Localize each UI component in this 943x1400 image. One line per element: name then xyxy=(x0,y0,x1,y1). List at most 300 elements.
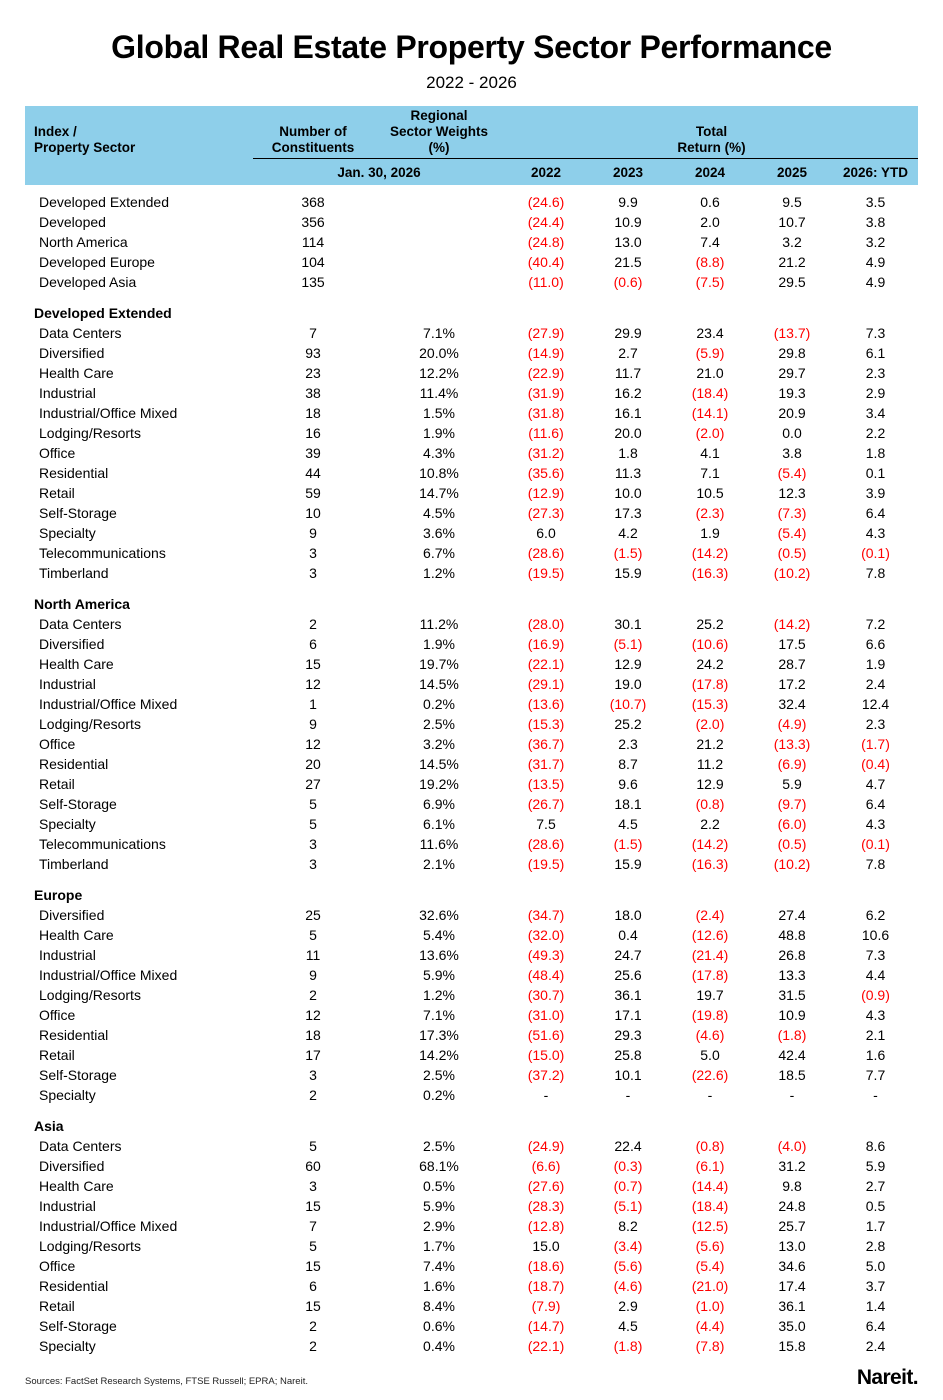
section-heading-row xyxy=(25,885,918,905)
table-row xyxy=(25,1005,918,1025)
spacer-cell xyxy=(25,185,918,192)
table-row xyxy=(25,1216,918,1236)
cell-return-2025: 0.0 xyxy=(782,425,802,441)
cell-return-2026-ytd: 7.2 xyxy=(865,616,886,632)
cell-constituents: 9 xyxy=(309,525,317,541)
cell-sector-weight: 20.0% xyxy=(419,345,459,361)
table-row xyxy=(25,252,918,272)
cell-return-2025: 9.5 xyxy=(782,194,802,210)
cell-return-2023: (3.4) xyxy=(613,1238,643,1254)
section-heading-blank xyxy=(587,885,669,905)
cell-return-2026-ytd: 5.0 xyxy=(865,1258,886,1274)
cell-sector-weight: 0.6% xyxy=(423,1318,455,1334)
cell-sector-weight xyxy=(373,272,505,292)
table-row xyxy=(25,483,918,503)
table-row xyxy=(25,543,918,563)
cell-return-2026-ytd: 2.8 xyxy=(865,1238,886,1254)
cell-return-2022: (28.6) xyxy=(527,545,565,561)
cell-return-2026-ytd: 5.9 xyxy=(865,1158,886,1174)
cell-return-2025: (4.9) xyxy=(777,716,807,732)
cell-constituents: 7 xyxy=(309,1218,317,1234)
header-spacer-y3 xyxy=(669,106,751,124)
row-label: Timberland xyxy=(39,565,109,581)
cell-return-2025: (6.0) xyxy=(777,816,807,832)
cell-return-2026-ytd: 7.3 xyxy=(865,947,886,963)
cell-return-2023: 21.5 xyxy=(614,254,642,270)
cell-return-2025: - xyxy=(789,1087,795,1103)
cell-return-2024: 23.4 xyxy=(696,325,724,341)
section-heading-row xyxy=(25,1116,918,1136)
row-label: Self-Storage xyxy=(39,1067,117,1083)
cell-return-2023: 9.6 xyxy=(618,776,638,792)
cell-sector-weight xyxy=(373,232,505,252)
cell-return-2022: (14.7) xyxy=(527,1318,565,1334)
header-row-top xyxy=(25,106,918,124)
cell-return-2024: (14.2) xyxy=(691,836,729,852)
section-heading-blank xyxy=(587,594,669,614)
section-heading-blank xyxy=(505,1116,587,1136)
cell-return-2024: (14.2) xyxy=(691,545,729,561)
table-row xyxy=(25,734,918,754)
section-heading-row xyxy=(25,594,918,614)
row-label: Developed Extended xyxy=(39,194,169,210)
cell-return-2023: 10.0 xyxy=(614,485,642,501)
header-spacer-y1 xyxy=(505,106,587,124)
cell-return-2024: (0.8) xyxy=(695,796,725,812)
cell-return-2023: 11.3 xyxy=(614,465,642,481)
cell-return-2022: (30.7) xyxy=(527,987,565,1003)
table-row xyxy=(25,674,918,694)
cell-sector-weight: 11.6% xyxy=(419,836,459,852)
cell-return-2024: (0.8) xyxy=(695,1138,725,1154)
cell-return-2025: 27.4 xyxy=(778,907,806,923)
cell-return-2026-ytd: 2.4 xyxy=(865,1338,886,1354)
cell-return-2023: 18.0 xyxy=(614,907,642,923)
cell-return-2024: (4.4) xyxy=(695,1318,725,1334)
cell-return-2024: (5.9) xyxy=(695,345,725,361)
cell-return-2026-ytd: (1.7) xyxy=(861,736,890,752)
cell-sector-weight: 7.1% xyxy=(423,1007,455,1023)
row-label: Industrial/Office Mixed xyxy=(39,967,178,983)
cell-return-2025: 24.8 xyxy=(778,1198,806,1214)
cell-return-2023: (1.8) xyxy=(613,1338,643,1354)
cell-return-2023: 29.9 xyxy=(614,325,642,341)
cell-return-2025: 12.3 xyxy=(778,485,806,501)
cell-return-2023: 2.7 xyxy=(618,345,638,361)
row-label: Telecommunications xyxy=(39,836,166,852)
cell-return-2024: (5.6) xyxy=(695,1238,725,1254)
table-row xyxy=(25,1336,918,1356)
row-label: Health Care xyxy=(39,365,114,381)
cell-return-2025: 17.4 xyxy=(778,1278,806,1294)
table-row xyxy=(25,1276,918,1296)
section-heading-blank xyxy=(373,594,505,614)
cell-return-2025: 34.6 xyxy=(778,1258,806,1274)
cell-return-2025: (10.2) xyxy=(773,565,811,581)
table-row xyxy=(25,905,918,925)
cell-return-2026-ytd: 1.4 xyxy=(865,1298,886,1314)
cell-sector-weight xyxy=(373,252,505,272)
cell-sector-weight: 6.1% xyxy=(423,816,455,832)
header-spacer-y2 xyxy=(587,106,669,124)
cell-return-2023: 30.1 xyxy=(614,616,642,632)
cell-return-2023: 19.0 xyxy=(614,676,642,692)
cell-constituents: 2 xyxy=(309,987,317,1003)
cell-return-2022: (51.6) xyxy=(527,1027,565,1043)
cell-return-2024: (7.8) xyxy=(695,1338,725,1354)
row-label: Industrial xyxy=(39,676,96,692)
cell-constituents: 15 xyxy=(305,656,321,672)
cell-return-2022: (7.9) xyxy=(531,1298,561,1314)
cell-sector-weight: 11.4% xyxy=(419,385,459,401)
cell-return-2024: (2.4) xyxy=(695,907,725,923)
cell-return-2024: (17.8) xyxy=(691,676,729,692)
cell-constituents: 15 xyxy=(305,1258,321,1274)
cell-constituents: 11 xyxy=(305,947,321,963)
cell-constituents: 93 xyxy=(305,345,321,361)
cell-constituents: 44 xyxy=(305,465,321,481)
row-label: Self-Storage xyxy=(39,505,117,521)
section-heading-blank xyxy=(833,885,918,905)
header-weights-line1: Regional xyxy=(373,106,505,124)
cell-constituents: 23 xyxy=(305,365,321,381)
cell-sector-weight: 32.6% xyxy=(419,907,459,923)
cell-return-2025: 29.5 xyxy=(778,274,806,290)
cell-return-2026-ytd: 12.4 xyxy=(861,696,890,712)
cell-return-2022: 6.0 xyxy=(536,525,556,541)
cell-sector-weight: 14.7% xyxy=(419,485,459,501)
cell-return-2022: (12.9) xyxy=(527,485,565,501)
row-label: Industrial xyxy=(39,947,96,963)
cell-return-2026-ytd: 7.8 xyxy=(865,856,886,872)
cell-return-2023: (4.6) xyxy=(613,1278,643,1294)
cell-return-2023: (0.6) xyxy=(613,274,643,290)
header-years-blank xyxy=(25,159,253,185)
cell-return-2026-ytd: 4.9 xyxy=(865,274,886,290)
table-row xyxy=(25,1316,918,1336)
cell-return-2026-ytd: 6.6 xyxy=(865,636,886,652)
cell-return-2026-ytd: 10.6 xyxy=(861,927,890,943)
table-row xyxy=(25,363,918,383)
cell-sector-weight: 1.6% xyxy=(423,1278,455,1294)
header-index-line2: Property Sector xyxy=(25,140,253,156)
cell-return-2022: (18.7) xyxy=(527,1278,565,1294)
row-label: Industrial xyxy=(39,385,96,401)
table-row xyxy=(25,423,918,443)
cell-return-2022: (14.9) xyxy=(527,345,565,361)
section-heading: North America xyxy=(34,596,130,612)
cell-constituents: 9 xyxy=(309,967,317,983)
cell-return-2023: 22.4 xyxy=(614,1138,642,1154)
header-row-years xyxy=(25,159,918,185)
row-label: Self-Storage xyxy=(39,796,117,812)
cell-sector-weight: 5.9% xyxy=(423,1198,455,1214)
cell-sector-weight: 0.4% xyxy=(423,1338,455,1354)
cell-return-2025: (14.2) xyxy=(773,616,811,632)
cell-return-2025: 29.7 xyxy=(778,365,806,381)
row-label: Industrial/Office Mixed xyxy=(39,405,178,421)
cell-return-2022: (35.6) xyxy=(527,465,565,481)
cell-return-2025: 17.5 xyxy=(778,636,806,652)
cell-return-2025: 31.2 xyxy=(778,1158,806,1174)
header-index-line1: Index / xyxy=(25,124,253,140)
cell-constituents: 38 xyxy=(305,385,321,401)
section-heading-blank xyxy=(669,1116,751,1136)
cell-sector-weight: 2.5% xyxy=(423,716,455,732)
table-row xyxy=(25,614,918,634)
cell-return-2023: 8.7 xyxy=(618,756,638,772)
row-label: Health Care xyxy=(39,927,114,943)
table-row xyxy=(25,443,918,463)
header-year-2026ytd: 2026: YTD xyxy=(833,159,918,185)
cell-return-2024: (17.8) xyxy=(691,967,729,983)
cell-constituents: 39 xyxy=(305,445,321,461)
header-as-of-date: Jan. 30, 2026 xyxy=(253,159,505,185)
cell-sector-weight: 13.6% xyxy=(419,947,459,963)
cell-return-2023: 4.2 xyxy=(618,525,638,541)
cell-return-2025: (1.8) xyxy=(777,1027,807,1043)
cell-constituents: 3 xyxy=(309,565,317,581)
section-gap xyxy=(25,583,918,594)
footer xyxy=(25,1368,918,1388)
cell-return-2023: 12.9 xyxy=(614,656,642,672)
table-row xyxy=(25,343,918,363)
table-row xyxy=(25,694,918,714)
cell-return-2024: (18.4) xyxy=(691,1198,729,1214)
cell-return-2025: (5.4) xyxy=(777,525,807,541)
cell-constituents: 3 xyxy=(309,1178,317,1194)
cell-constituents: 6 xyxy=(309,636,317,652)
cell-sector-weight: 14.5% xyxy=(419,676,459,692)
header-year-2022: 2022 xyxy=(505,159,587,185)
cell-return-2024: 19.7 xyxy=(696,987,724,1003)
cell-return-2022: (19.5) xyxy=(527,565,565,581)
table-row xyxy=(25,1136,918,1156)
row-label: North America xyxy=(39,234,128,250)
cell-constituents: 5 xyxy=(309,1138,317,1154)
table-row xyxy=(25,925,918,945)
cell-return-2025: (4.0) xyxy=(777,1138,807,1154)
header-spacer-y5 xyxy=(833,106,918,124)
table-row xyxy=(25,965,918,985)
cell-return-2026-ytd: 4.4 xyxy=(865,967,886,983)
cell-return-2023: 13.0 xyxy=(614,234,642,250)
cell-sector-weight: 2.9% xyxy=(423,1218,455,1234)
row-label: Office xyxy=(39,736,76,752)
cell-return-2025: 32.4 xyxy=(778,696,806,712)
cell-return-2022: (31.8) xyxy=(527,405,565,421)
cell-return-2025: 10.7 xyxy=(778,214,806,230)
cell-return-2024: 0.6 xyxy=(700,194,720,210)
section-heading-blank xyxy=(833,1116,918,1136)
row-label: Retail xyxy=(39,1047,75,1063)
cell-return-2024: (7.5) xyxy=(695,274,725,290)
cell-return-2024: 1.9 xyxy=(700,525,720,541)
cell-return-2023: 11.7 xyxy=(614,365,642,381)
row-label: Residential xyxy=(39,756,109,772)
cell-return-2025: (13.7) xyxy=(773,325,811,341)
table-top-spacer xyxy=(25,185,918,192)
cell-return-2026-ytd: 7.7 xyxy=(865,1067,886,1083)
cell-constituents: 9 xyxy=(309,716,317,732)
cell-return-2022: (34.7) xyxy=(527,907,565,923)
cell-return-2022: (12.8) xyxy=(527,1218,565,1234)
section-heading-blank xyxy=(505,594,587,614)
cell-return-2025: 3.8 xyxy=(782,445,802,461)
cell-return-2025: (0.5) xyxy=(777,545,807,561)
cell-return-2024: (19.8) xyxy=(691,1007,729,1023)
section-heading: Asia xyxy=(34,1118,64,1134)
cell-return-2025: 3.2 xyxy=(782,234,802,250)
cell-sector-weight: 4.5% xyxy=(423,505,455,521)
cell-constituents: 5 xyxy=(309,1238,317,1254)
cell-constituents: 16 xyxy=(305,425,321,441)
spacer-cell xyxy=(25,1105,918,1116)
cell-return-2024: 11.2 xyxy=(696,756,724,772)
cell-return-2023: 1.8 xyxy=(618,445,638,461)
cell-return-2024: (21.4) xyxy=(691,947,729,963)
cell-return-2022: (22.1) xyxy=(527,656,565,672)
cell-return-2024: (18.4) xyxy=(691,385,729,401)
cell-constituents: 20 xyxy=(305,756,321,772)
header-year-2024: 2024 xyxy=(669,159,751,185)
row-label: Industrial/Office Mixed xyxy=(39,1218,178,1234)
cell-return-2024: (16.3) xyxy=(691,856,729,872)
cell-return-2023: 25.2 xyxy=(614,716,642,732)
cell-return-2024: (22.6) xyxy=(691,1067,729,1083)
cell-return-2023: 4.5 xyxy=(618,1318,638,1334)
cell-return-2026-ytd: 3.2 xyxy=(865,234,886,250)
table-row xyxy=(25,1025,918,1045)
cell-sector-weight: 1.9% xyxy=(423,636,455,652)
section-heading-blank xyxy=(669,885,751,905)
row-label: Diversified xyxy=(39,345,105,361)
row-label: Timberland xyxy=(39,856,109,872)
row-label: Lodging/Resorts xyxy=(39,425,141,441)
cell-constituents: 15 xyxy=(305,1298,321,1314)
header-spacer-y4 xyxy=(751,106,833,124)
cell-return-2022: (15.3) xyxy=(527,716,565,732)
section-heading-blank xyxy=(587,303,669,323)
table-row xyxy=(25,634,918,654)
table-row xyxy=(25,523,918,543)
cell-return-2025: 29.8 xyxy=(778,345,806,361)
table-row xyxy=(25,714,918,734)
table-row xyxy=(25,1045,918,1065)
cell-sector-weight: 68.1% xyxy=(419,1158,459,1174)
cell-return-2024: (16.3) xyxy=(691,565,729,581)
cell-return-2022: (31.2) xyxy=(527,445,565,461)
cell-return-2025: 19.3 xyxy=(778,385,806,401)
cell-return-2023: (0.3) xyxy=(613,1158,643,1174)
cell-return-2022: (13.6) xyxy=(527,696,565,712)
cell-sector-weight xyxy=(373,192,505,212)
row-label: Lodging/Resorts xyxy=(39,716,141,732)
row-label: Diversified xyxy=(39,636,105,652)
header-total-return-line1: Total xyxy=(505,124,918,140)
performance-table-container xyxy=(25,106,918,1356)
cell-return-2026-ytd: 0.1 xyxy=(865,465,886,481)
cell-sector-weight: 14.5% xyxy=(419,756,459,772)
cell-return-2023: - xyxy=(625,1087,631,1103)
cell-sector-weight: 2.5% xyxy=(423,1138,455,1154)
cell-return-2023: 24.7 xyxy=(614,947,642,963)
cell-return-2022: (37.2) xyxy=(527,1067,565,1083)
section-heading-blank xyxy=(253,594,373,614)
cell-return-2025: (6.9) xyxy=(777,756,807,772)
row-label: Specialty xyxy=(39,1338,96,1354)
cell-return-2026-ytd: 4.3 xyxy=(865,816,886,832)
cell-return-2026-ytd: 2.9 xyxy=(865,385,886,401)
cell-return-2022: (48.4) xyxy=(527,967,565,983)
cell-sector-weight: 1.9% xyxy=(423,425,455,441)
cell-return-2022: (29.1) xyxy=(527,676,565,692)
cell-constituents: 2 xyxy=(309,1338,317,1354)
cell-constituents: 18 xyxy=(305,1027,321,1043)
row-label: Data Centers xyxy=(39,1138,122,1154)
cell-return-2023: 9.9 xyxy=(618,194,638,210)
cell-sector-weight: 7.4% xyxy=(423,1258,455,1274)
section-heading-blank xyxy=(373,303,505,323)
cell-constituents: 5 xyxy=(309,927,317,943)
cell-return-2026-ytd: 0.5 xyxy=(865,1198,886,1214)
cell-sector-weight: 1.2% xyxy=(423,565,455,581)
row-label: Health Care xyxy=(39,656,114,672)
cell-return-2026-ytd: 3.4 xyxy=(865,405,886,421)
cell-return-2022: (24.9) xyxy=(527,1138,565,1154)
section-heading-blank xyxy=(669,303,751,323)
cell-constituents: 7 xyxy=(309,325,317,341)
section-heading-blank xyxy=(373,885,505,905)
cell-return-2025: 35.0 xyxy=(778,1318,806,1334)
cell-return-2023: (1.5) xyxy=(613,836,643,852)
header-constituents-line1: Number of xyxy=(253,124,373,140)
cell-return-2022: (31.9) xyxy=(527,385,565,401)
table-row xyxy=(25,403,918,423)
cell-return-2024: (15.3) xyxy=(691,696,729,712)
cell-return-2023: 18.1 xyxy=(614,796,642,812)
cell-constituents: 25 xyxy=(305,907,321,923)
cell-sector-weight: 19.2% xyxy=(419,776,459,792)
row-label: Self-Storage xyxy=(39,1318,117,1334)
cell-sector-weight: 4.3% xyxy=(423,445,455,461)
table-row xyxy=(25,323,918,343)
row-label: Diversified xyxy=(39,1158,105,1174)
cell-return-2022: (11.6) xyxy=(528,425,564,441)
cell-return-2022: (28.0) xyxy=(527,616,565,632)
cell-return-2024: (2.0) xyxy=(695,716,725,732)
cell-return-2022: (24.4) xyxy=(527,214,565,230)
cell-sector-weight: 17.3% xyxy=(419,1027,459,1043)
cell-constituents: 6 xyxy=(309,1278,317,1294)
cell-return-2024: 24.2 xyxy=(696,656,724,672)
cell-return-2026-ytd: 7.8 xyxy=(865,565,886,581)
row-label: Residential xyxy=(39,1278,109,1294)
spacer-cell xyxy=(25,874,918,885)
cell-return-2022: (24.8) xyxy=(527,234,565,250)
section-heading-blank xyxy=(253,303,373,323)
row-label: Developed xyxy=(39,214,106,230)
cell-constituents: 114 xyxy=(301,234,325,250)
cell-return-2026-ytd: 4.3 xyxy=(865,1007,886,1023)
row-label: Industrial/Office Mixed xyxy=(39,696,178,712)
cell-return-2024: 7.4 xyxy=(700,234,720,250)
cell-return-2022: 7.5 xyxy=(536,816,556,832)
row-label: Specialty xyxy=(39,525,96,541)
cell-return-2026-ytd: 4.9 xyxy=(865,254,886,270)
cell-return-2024: 2.0 xyxy=(700,214,720,230)
section-heading-blank xyxy=(751,594,833,614)
